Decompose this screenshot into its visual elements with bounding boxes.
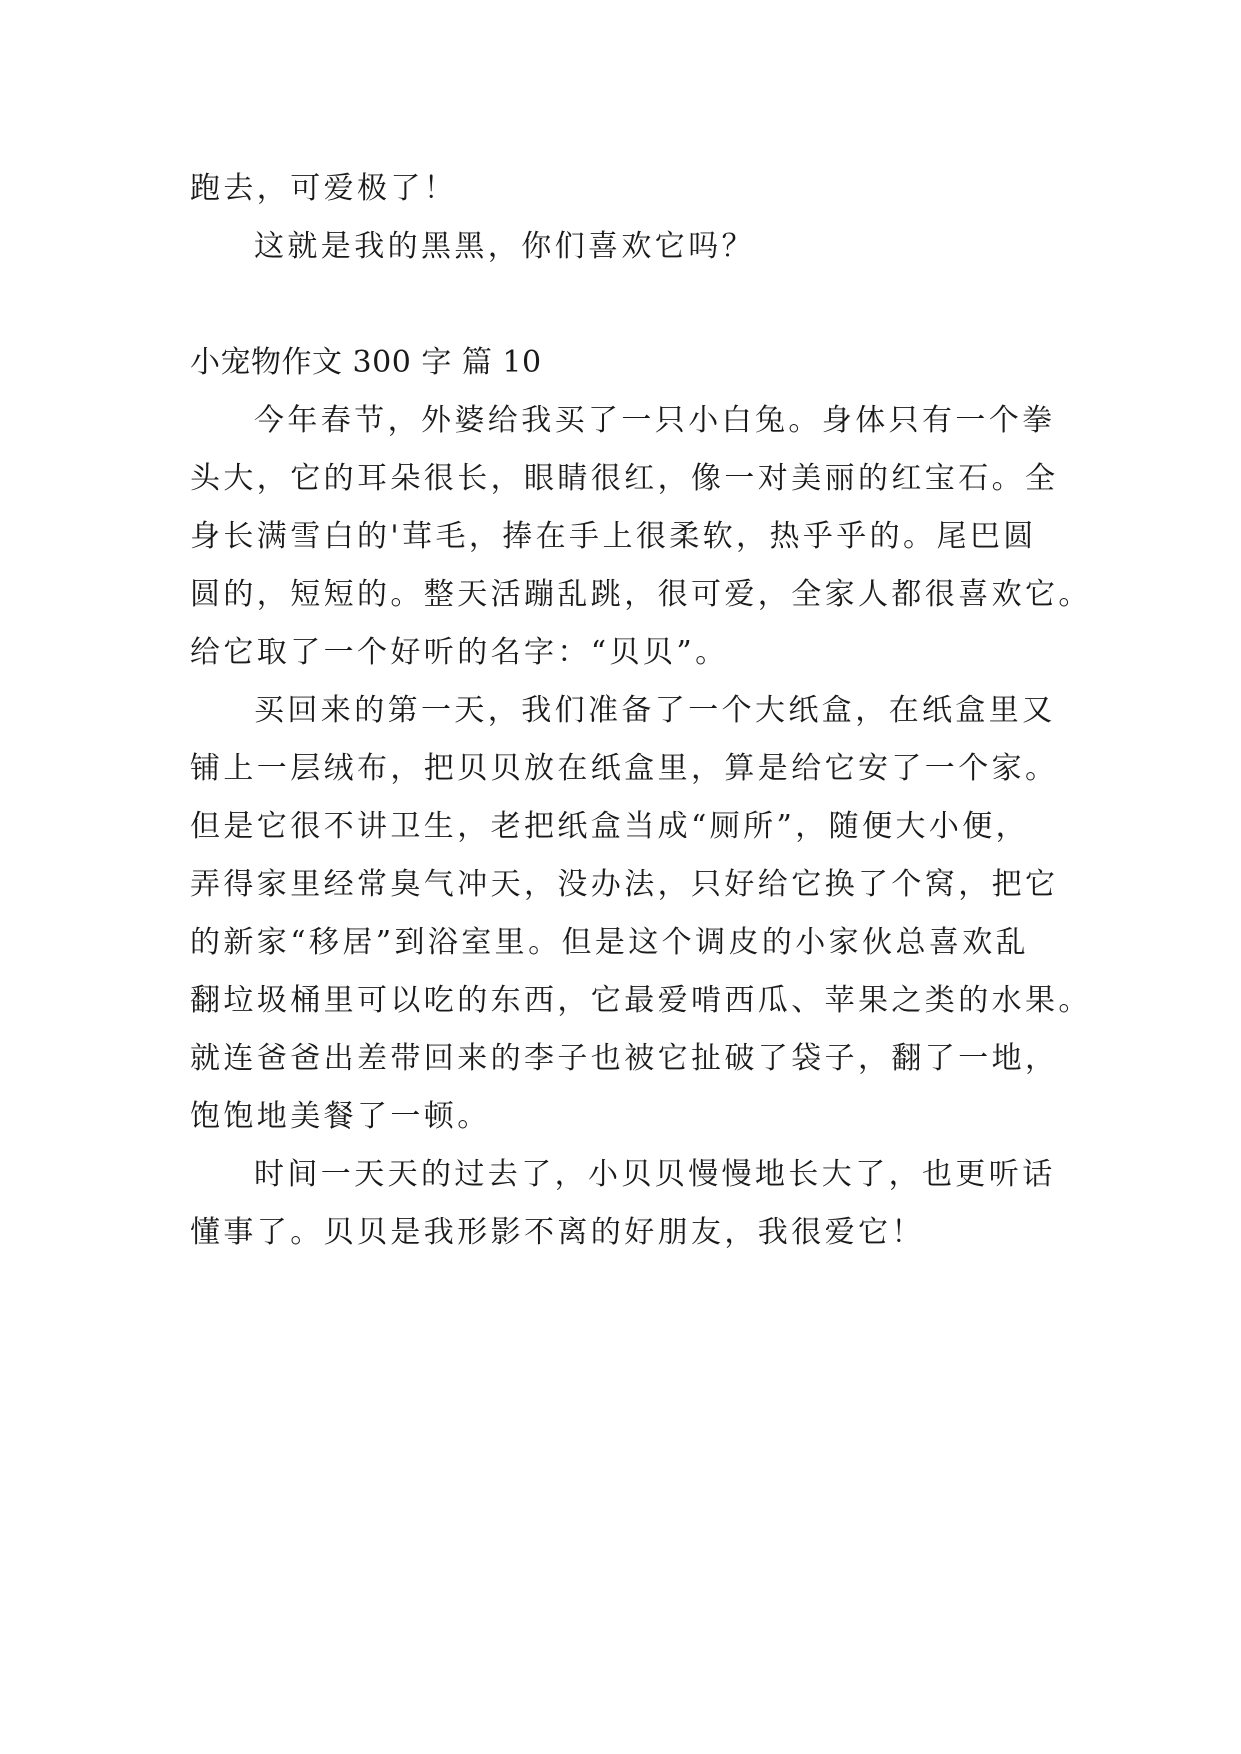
text-line: 身长满雪白的'茸毛，捧在手上很柔软，热乎乎的。尾巴圆 <box>190 519 1037 554</box>
text-line: 圆的，短短的。整天活蹦乱跳，很可爱，全家人都很喜欢它。 <box>190 577 1092 612</box>
text-line: 跑去，可爱极了！ <box>190 171 458 206</box>
text-line: 饱饱地美餐了一顿。 <box>190 1099 491 1134</box>
text-line: 懂事了。贝贝是我形影不离的好朋友，我很爱它！ <box>190 1215 925 1250</box>
text-line: 头大，它的耳朵很长，眼睛很红，像一对美丽的红宝石。全 <box>190 461 1059 496</box>
paragraph <box>190 682 1092 1146</box>
text-line: 买回来的第一天，我们准备了一个大纸盒，在纸盒里又 <box>254 693 1056 728</box>
paragraph <box>190 1146 1070 1262</box>
section-title: 小宠物作文 300 字 篇 10 <box>190 345 542 380</box>
text-line: 弄得家里经常臭气冲天，没办法，只好给它换了个窝，把它 <box>190 867 1059 902</box>
paragraph <box>190 392 1092 682</box>
text-line: 的新家“移居”到浴室里。但是这个调皮的小家伙总喜欢乱 <box>190 925 1030 960</box>
text-line: 翻垃圾桶里可以吃的东西，它最爱啃西瓜、苹果之类的水果。 <box>190 983 1092 1018</box>
text-line: 给它取了一个好听的名字：“贝贝”。 <box>190 635 729 670</box>
text-line: 时间一天天的过去了，小贝贝慢慢地长大了，也更听话 <box>254 1157 1056 1192</box>
text-line: 这就是我的黑黑，你们喜欢它吗？ <box>254 229 755 264</box>
text-line: 但是它很不讲卫生，老把纸盒当成“厕所”，随便大小便， <box>190 809 1030 844</box>
document-body <box>190 160 1092 1262</box>
text-line: 今年春节，外婆给我买了一只小白兔。身体只有一个拳 <box>254 403 1056 438</box>
text-line: 铺上一层绒布，把贝贝放在纸盒里，算是给它安了一个家。 <box>190 751 1059 786</box>
text-line: 就连爸爸出差带回来的李子也被它扯破了袋子，翻了一地， <box>190 1041 1059 1076</box>
